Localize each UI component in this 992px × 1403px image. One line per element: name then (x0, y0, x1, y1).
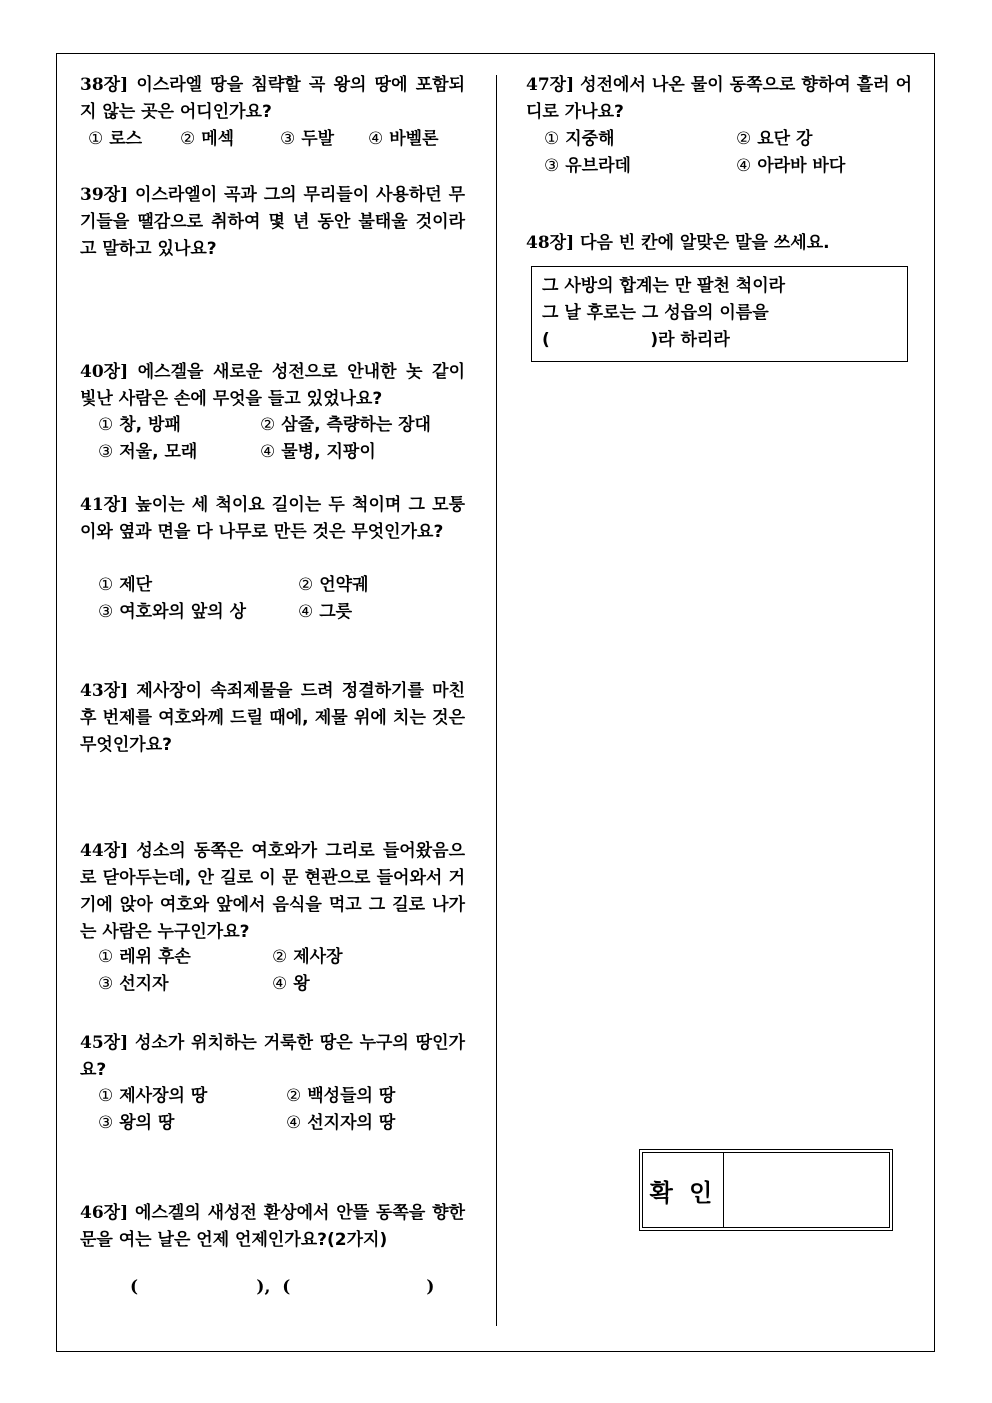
option-2: ② 제사장 (272, 947, 343, 967)
question-text: 높이는 세 척이요 길이는 두 척이며 그 모퉁이와 옆과 면을 다 나무로 만든 것은 무엇인가요? (80, 495, 465, 542)
question-number: 44장] (80, 841, 129, 861)
option-4: ④ 바벨론 (368, 129, 439, 149)
option-4: ④ 그릇 (298, 602, 353, 622)
box-line-2: 그 날 후로는 그 성읍의 이름을 (542, 303, 769, 323)
option-1: ① 지중해 (544, 129, 615, 149)
question-45 (80, 1030, 465, 1084)
confirm-signature-field[interactable] (724, 1153, 889, 1227)
question-47 (526, 72, 912, 126)
question-number: 45장] (80, 1033, 129, 1053)
option-2: ② 언약궤 (298, 575, 369, 595)
option-3: ③ 선지자 (98, 974, 169, 994)
option-4: ④ 아라바 바다 (736, 156, 846, 176)
box-line-3-blank[interactable]: ( )라 하리라 (542, 330, 730, 350)
option-1: ① 레위 후손 (98, 947, 191, 967)
question-48 (526, 230, 912, 257)
question-40 (80, 359, 465, 413)
options-40 (80, 412, 465, 466)
option-2: ② 메섹 (180, 129, 235, 149)
question-39 (80, 182, 465, 263)
question-43 (80, 678, 465, 759)
question-44 (80, 838, 465, 946)
option-2: ② 삼줄, 측량하는 장대 (260, 415, 431, 435)
question-text: 이스라엘 땅을 침략할 곡 왕의 땅에 포함되지 않는 곳은 어디인가요? (80, 75, 466, 122)
options-45 (80, 1083, 465, 1137)
question-46 (80, 1200, 465, 1254)
question-text: 성전에서 나온 물이 동쪽으로 향하여 흘러 어디로 가나요? (526, 75, 913, 122)
question-text: 성소가 위치하는 거룩한 땅은 누구의 땅인가요? (80, 1033, 465, 1080)
question-text: 제사장이 속죄제물을 드려 정결하기를 마친 후 번제를 여호와께 드릴 때에, 제물 위에 치는 것은 무엇인가요? (80, 681, 465, 755)
option-3: ③ 유브라데 (544, 156, 631, 176)
option-4: ④ 물병, 지팡이 (260, 442, 376, 462)
question-number: 41장] (80, 495, 129, 515)
option-3: ③ 왕의 땅 (98, 1113, 175, 1133)
option-4: ④ 왕 (272, 974, 310, 994)
confirm-label: 확 인 (643, 1153, 724, 1227)
question-text: 에스겔을 새로운 성전으로 안내한 놋 같이 빛난 사람은 손에 무엇을 들고 있었나요? (80, 362, 465, 409)
question-41 (80, 492, 465, 546)
options-38 (80, 126, 465, 153)
box-line-1: 그 사방의 합계는 만 팔천 척이라 (542, 276, 786, 296)
question-text: 다음 빈 칸에 알맞은 말을 쓰세요. (580, 233, 830, 253)
question-text: 성소의 동쪽은 여호와가 그리로 들어왔음으로 닫아두는데, 안 길로 이 문 현관으로 들어와서 거기에 앉아 여호와 앞에서 음식을 먹고 그 길로 나가는 사람은 누구인가요? (80, 841, 465, 942)
option-3: ③ 저울, 모래 (98, 442, 198, 462)
options-41 (80, 572, 465, 626)
question-number: 43장] (80, 681, 129, 701)
question-number: 40장] (80, 362, 129, 382)
question-number: 47장] (526, 75, 575, 95)
question-number: 39장] (80, 185, 129, 205)
option-4: ④ 선지자의 땅 (286, 1113, 396, 1133)
options-47 (526, 126, 912, 180)
question-text: 에스겔의 새성전 환상에서 안뜰 동쪽을 향한 문을 여는 날은 언제 언제인가요?(2가지) (80, 1203, 465, 1250)
option-3: ③ 여호와의 앞의 상 (98, 602, 247, 622)
question-number: 38장] (80, 75, 129, 95)
option-1: ① 로스 (88, 129, 143, 149)
option-2: ② 백성들의 땅 (286, 1086, 396, 1106)
options-44 (80, 944, 465, 998)
option-3: ③ 두발 (280, 129, 335, 149)
option-1: ① 창, 방패 (98, 415, 181, 435)
option-2: ② 요단 강 (736, 129, 813, 149)
question-number: 48장] (526, 233, 575, 253)
fill-in-box-48 (531, 266, 908, 362)
question-text: 이스라엘이 곡과 그의 무리들이 사용하던 무기들을 땔감으로 취하여 몇 년 동안 불태울 것이라고 말하고 있나요? (80, 185, 465, 259)
option-1: ① 제사장의 땅 (98, 1086, 208, 1106)
column-divider (496, 75, 497, 1326)
question-number: 46장] (80, 1203, 129, 1223)
option-1: ① 제단 (98, 575, 153, 595)
question-38 (80, 72, 465, 126)
answer-blanks-46[interactable]: ( ), ( ) (130, 1277, 435, 1297)
confirm-box (639, 1149, 893, 1231)
